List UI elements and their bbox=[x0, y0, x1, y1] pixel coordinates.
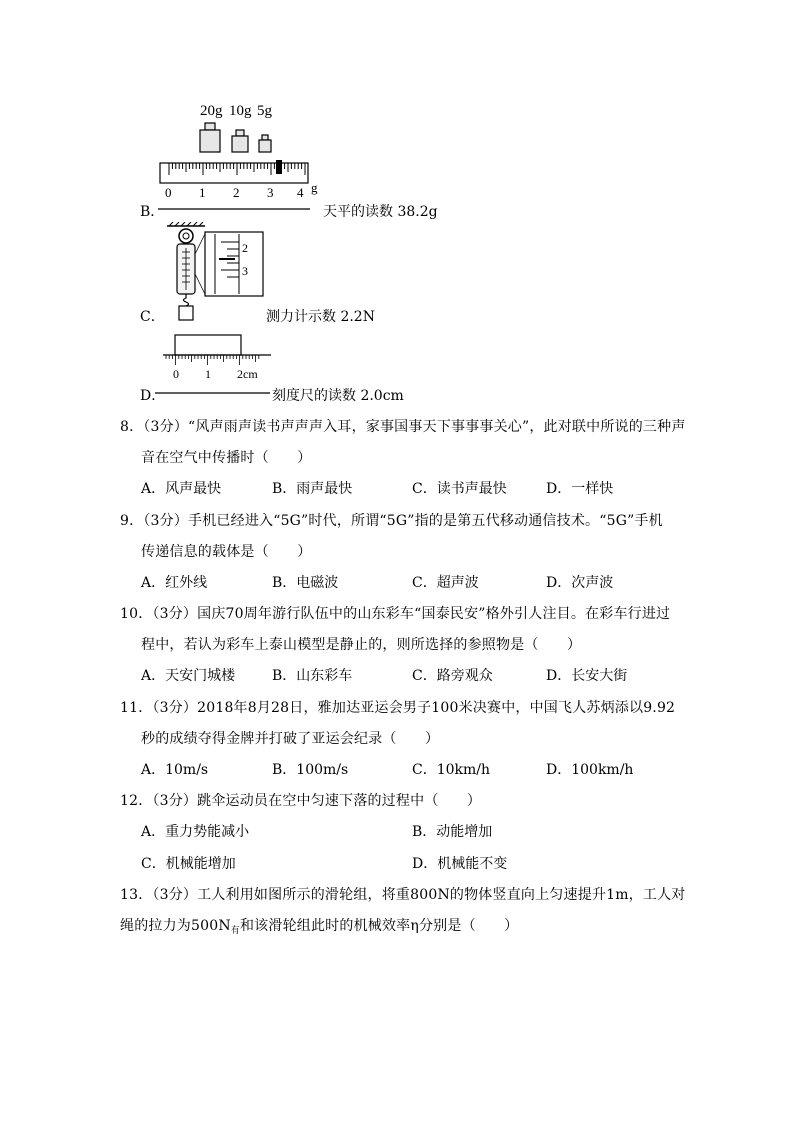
option-b-letter: B． bbox=[140, 204, 165, 220]
ring-icon bbox=[179, 229, 193, 243]
question-9-option-d[interactable]: D．次声波 bbox=[546, 575, 614, 591]
beam-unit: g bbox=[311, 180, 318, 195]
balance-figure bbox=[150, 95, 330, 210]
rider-icon bbox=[276, 160, 282, 174]
question-13-line-2-start: 绳的拉力为500N bbox=[120, 918, 231, 934]
question-10-option-a[interactable]: A．天安门城楼 bbox=[141, 668, 236, 684]
beam-tick-1: 1 bbox=[199, 185, 206, 200]
beam-tick-3: 3 bbox=[267, 185, 274, 200]
question-8-line-1: 8．（3分）“风声雨声读书声声声入耳，家事国事天下事事事关心”，此对联中所说的三种声 bbox=[120, 419, 686, 435]
question-8-option-b[interactable]: B．雨声最快 bbox=[272, 481, 353, 497]
question-10-option-c[interactable]: C．路旁观众 bbox=[412, 668, 493, 684]
question-9-line-2: 传递信息的载体是（ ） bbox=[141, 544, 312, 560]
weight-10g-icon bbox=[232, 130, 248, 152]
ruler-tick-0: 0 bbox=[173, 367, 179, 381]
question-9-option-a[interactable]: A．红外线 bbox=[141, 575, 208, 591]
question-10-line-2: 程中，若认为彩车上泰山模型是静止的，则所选择的参照物是（ ） bbox=[141, 637, 582, 653]
question-8-option-c[interactable]: C．读书声最快 bbox=[412, 481, 507, 497]
spring-tick-2: 2 bbox=[242, 241, 248, 255]
question-13-subscript: 有 bbox=[230, 926, 240, 936]
question-10-option-d[interactable]: D．长安大街 bbox=[546, 668, 628, 684]
question-8-option-a[interactable]: A．风声最快 bbox=[141, 481, 222, 497]
question-12-option-b[interactable]: B．动能增加 bbox=[412, 824, 493, 840]
question-9-option-b[interactable]: B．电磁波 bbox=[272, 575, 339, 591]
beam-tick-0: 0 bbox=[165, 185, 172, 200]
question-11-line-2: 秒的成绩夺得金牌并打破了亚运会纪录（ ） bbox=[141, 731, 440, 747]
question-11-line-1: 11．（3分）2018年8月28日，雅加达亚运会男子100米决赛中，中国飞人苏炳添以9.92 bbox=[120, 700, 676, 716]
weight-label-5g: 5g bbox=[257, 103, 272, 119]
hook-icon bbox=[184, 294, 189, 306]
question-10-option-b[interactable]: B．山东彩车 bbox=[272, 668, 353, 684]
question-9-line-1: 9．（3分）手机已经进入“5G”时代，所谓“5G”指的是第五代移动通信技术。“5G”手机 bbox=[120, 513, 663, 529]
question-10-line-1: 10．（3分）国庆70周年游行队伍中的山东彩车“国泰民安”格外引人注目。在彩车行进过 bbox=[120, 606, 671, 622]
question-12-option-d[interactable]: D．机械能不变 bbox=[412, 856, 508, 872]
ruler-tick-1: 1 bbox=[205, 367, 211, 381]
question-11-option-b[interactable]: B．100m/s bbox=[272, 762, 349, 778]
weight-label-20g: 20g bbox=[200, 103, 223, 119]
option-d-letter: D． bbox=[140, 388, 166, 404]
block-icon bbox=[179, 306, 193, 320]
ruler-figure bbox=[155, 332, 275, 394]
spring-scale-figure bbox=[165, 222, 275, 322]
weight-5g-icon bbox=[259, 135, 271, 152]
option-c-caption: 测力计示数 2.2N bbox=[266, 309, 375, 325]
measured-block bbox=[175, 335, 241, 355]
weight-20g-icon bbox=[200, 123, 220, 152]
ruler-tick-2: 2cm bbox=[237, 367, 258, 381]
question-11-option-c[interactable]: C．10km/h bbox=[412, 762, 491, 778]
question-9-option-c[interactable]: C．超声波 bbox=[412, 575, 479, 591]
question-13-line-2-end: 和该滑轮组此时的机械效率η分别是（ ） bbox=[239, 918, 519, 934]
question-12-option-c[interactable]: C．机械能增加 bbox=[141, 856, 236, 872]
question-12-line-1: 12．（3分）跳伞运动员在空中匀速下落的过程中（ ） bbox=[120, 793, 482, 809]
question-11-option-a[interactable]: A．10m/s bbox=[141, 762, 209, 778]
spring-tick-3: 3 bbox=[242, 264, 248, 278]
question-13-line-2 bbox=[120, 915, 518, 936]
option-c-letter: C． bbox=[140, 309, 165, 325]
question-8-option-d[interactable]: D．一样快 bbox=[546, 481, 614, 497]
question-13-line-1: 13．（3分）工人利用如图所示的滑轮组，将重800N的物体竖直向上匀速提升1m，工人对 bbox=[120, 887, 686, 903]
option-b-caption: 天平的读数 38.2g bbox=[323, 204, 438, 220]
beam-tick-4: 4 bbox=[297, 185, 304, 200]
option-d-caption: 刻度尺的读数 2.0cm bbox=[272, 388, 404, 404]
question-8-line-2: 音在空气中传播时（ ） bbox=[141, 450, 312, 466]
question-11-option-d[interactable]: D．100km/h bbox=[546, 762, 634, 778]
beam-tick-2: 2 bbox=[233, 185, 240, 200]
weight-label-10g: 10g bbox=[229, 103, 252, 119]
question-12-option-a[interactable]: A．重力势能减小 bbox=[141, 824, 250, 840]
